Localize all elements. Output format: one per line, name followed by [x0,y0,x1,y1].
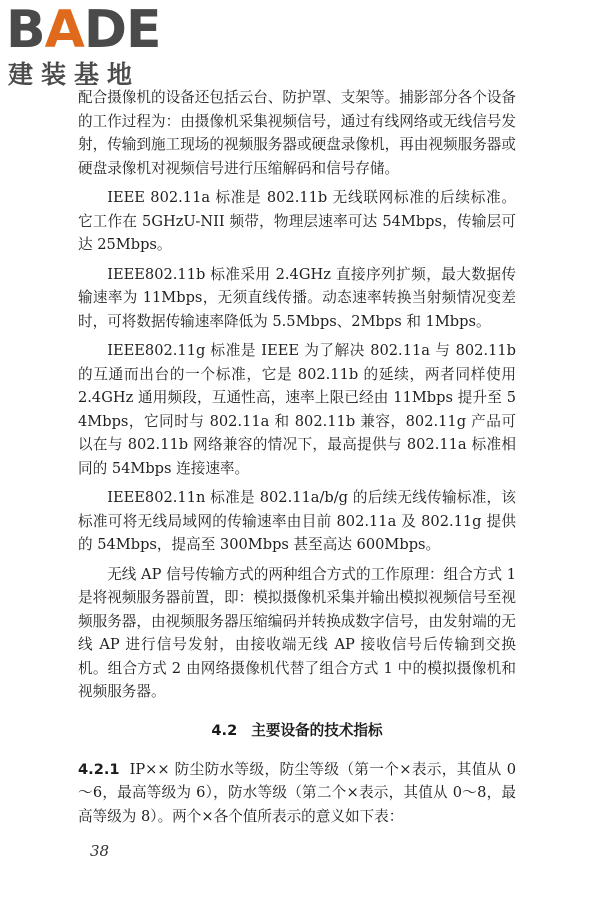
bade-logo [6,2,196,94]
clause-text: IP×× 防尘防水等级，防尘等级（第一个×表示，其值从 0～6，最高等级为 6），防水等级（第二个×表示，其值从 0～8，最高等级为 8）。两个×各个值所表示的意义如下表： [78,760,516,825]
paragraph-80211b: IEEE802.11b 标准采用 2.4GHz 直接序列扩频，最大数据传输速率为 11Mbps，无须直线传播。动态速率转换当射频情况变差时，可将数据传输速率降低为 5.5Mbps、2Mbps 和 1Mbps。 [78,265,516,330]
clause-number: 4.2.1 [78,760,120,778]
section-heading [78,720,516,742]
paragraph-camera-equipment: 配合摄像机的设备还包括云台、防护罩、支架等。捕影部分各个设备的工作过程为：由摄像机采集视频信号，通过有线网络或无线信号发射，传输到施工现场的视频服务器或硬盘录像机，再由视频服务器或硬盘录像机对视频信号进行压缩解码和信号存储。 [78,89,516,177]
page-number: 38 [90,842,110,860]
section-number: 4.2 [211,721,238,739]
page-body [78,86,516,828]
paragraph-80211n: IEEE802.11n 标准是 802.11a/b/g 的后续无线传输标准，该标准可将无线局域网的传输速率由目前 802.11a 及 802.11g 提供的 54Mbps，提高至 300Mbps 甚至高达 600Mbps。 [78,489,516,553]
logo-letter-b: B [6,0,45,60]
logo-letters-de: DE [83,0,161,60]
logo-letter-a: A [44,0,84,60]
logo-subtitle: 建装基地 [8,60,141,89]
clause-4-2-1 [78,758,516,829]
paragraph-wireless-ap: 无线 AP 信号传输方式的两种组合方式的工作原理：组合方式 1 是将视频服务器前置，即：模拟摄像机采集并输出模拟视频信号至视频服务器，由视频服务器压缩编码并转换成数字信号，由发射端的无线 AP 进行信号发射，由接收端无线 AP 接收信号后传输到交换机。组合方式 2 由网络摄像机代替了组合方式 1 中的模拟摄像机和视频服务器。 [78,565,516,700]
paragraph-80211a: IEEE 802.11a 标准是 802.11b 无线联网标准的后续标准。它工作在 5GHzU-NII 频带，物理层速率可达 54Mbps，传输层可达 25Mbps。 [78,189,516,253]
paragraph-80211g: IEEE802.11g 标准是 IEEE 为了解决 802.11a 与 802.11b 的互通而出台的一个标准，它是 802.11b 的延续，两者同样使用 2.4GHz 通用频段，互通性高，速率上限已经由 11Mbps 提升至 54Mbps，它同时与 802.11a 和 802.11b 兼容，802.11g 产品可以在与 802.11b 网络兼容的情况下，最高提供与 802.11a 标准相同的 54Mbps 连接速率。 [78,342,516,477]
logo-wordmark [6,2,161,58]
section-title-text: 主要设备的技术指标 [251,721,383,739]
